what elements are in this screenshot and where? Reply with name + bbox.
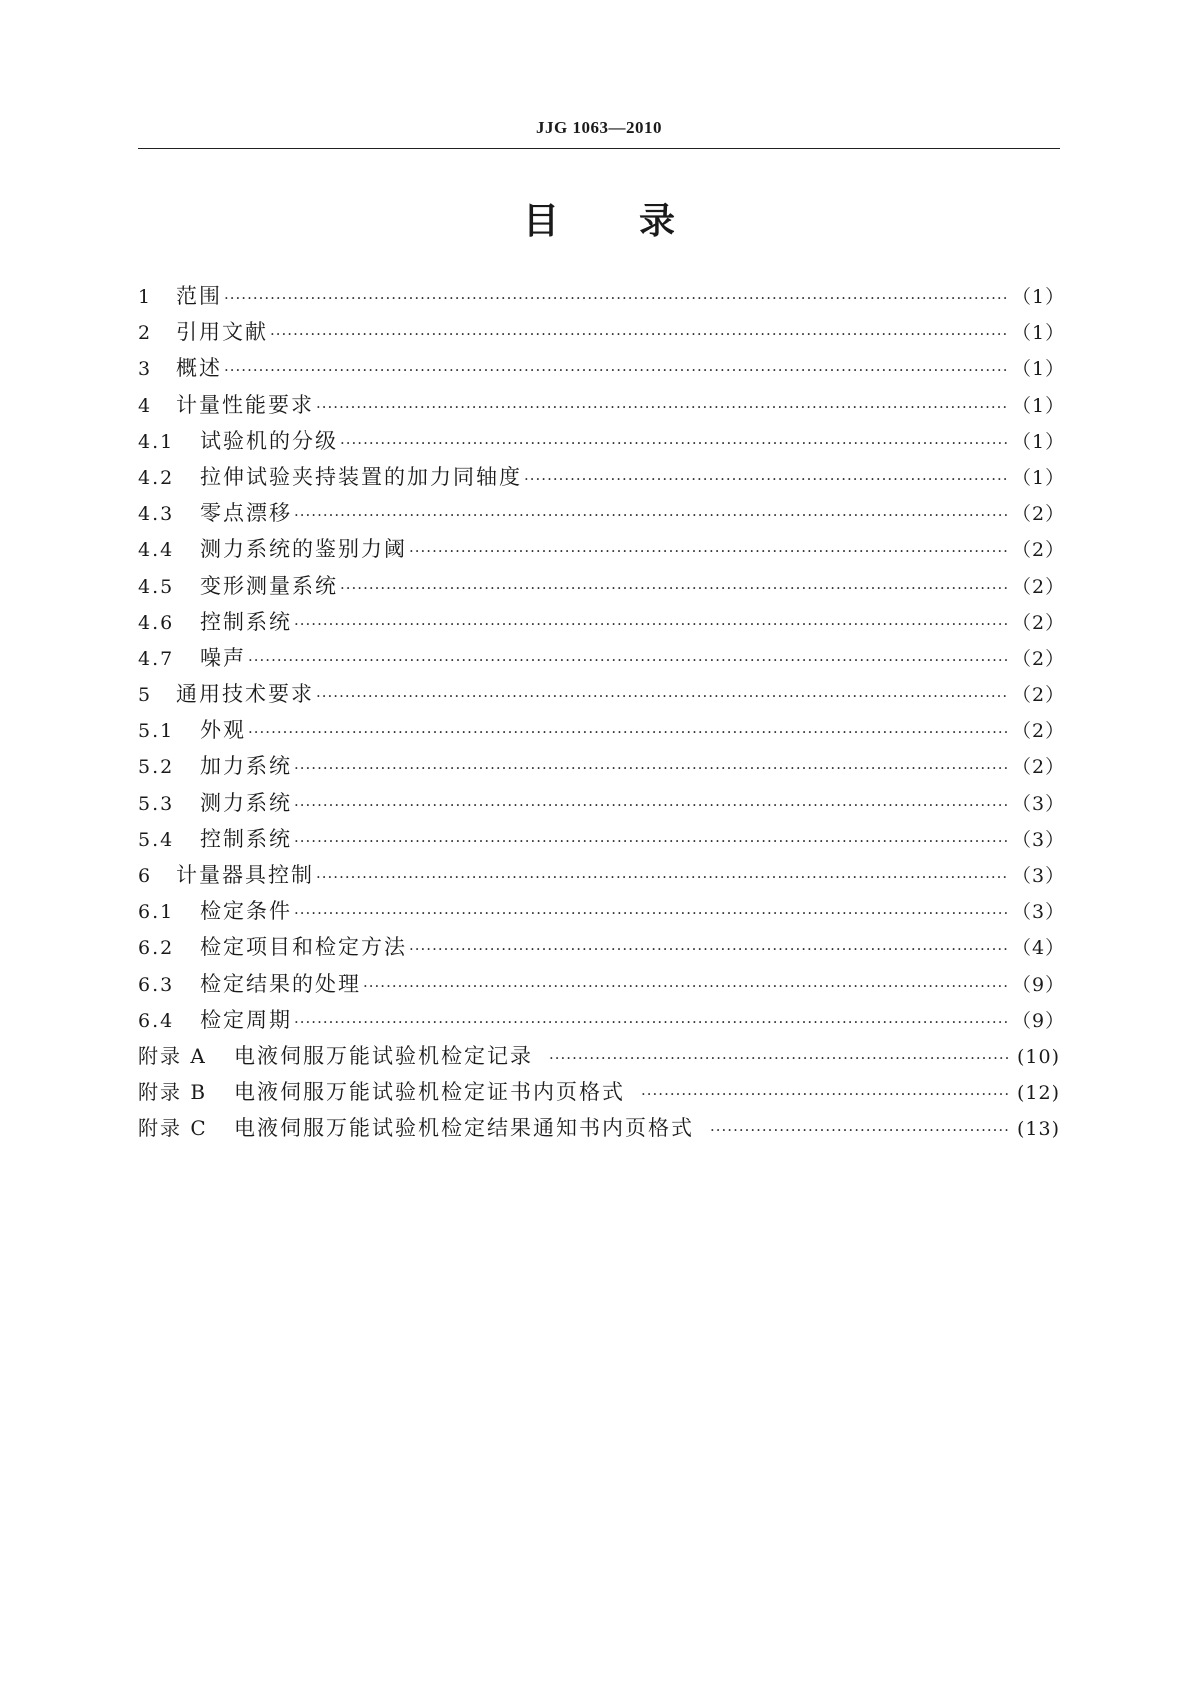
toc-entry-page: （3） [1012, 792, 1066, 815]
toc-entry-number: 6.2 [138, 937, 175, 960]
toc-entry-title: 控制系统 [200, 826, 292, 851]
toc-entry-title: 变形测量系统 [200, 573, 338, 598]
toc-entry-title: 计量器具控制 [176, 863, 314, 887]
document-code-header: JJG 1063—2010 [536, 118, 662, 137]
toc-entry-title: 检定条件 [200, 899, 292, 924]
toc-entry-appendix[interactable] [138, 1038, 1060, 1074]
toc-entry-title: 电液伺服万能试验机检定记录 [234, 1043, 533, 1068]
toc-entry[interactable] [138, 604, 1066, 640]
toc-entry-title: 电液伺服万能试验机检定证书内页格式 [234, 1080, 625, 1105]
toc-entry-title: 计量性能要求 [176, 392, 314, 417]
toc-leader-dots [316, 859, 1008, 895]
toc-entry-page: （2） [1012, 720, 1066, 743]
toc-leader-dots [224, 280, 1008, 316]
toc-entry-page: （3） [1012, 865, 1066, 887]
toc-entry-title: 零点漂移 [200, 501, 292, 526]
toc-entry-page: （1） [1012, 430, 1066, 453]
toc-entry-page: （2） [1012, 575, 1066, 598]
toc-leader-dots [340, 425, 1008, 461]
toc-entry-number: 5.2 [138, 756, 175, 779]
page-title: 目录 [522, 201, 755, 242]
toc-entry[interactable] [138, 785, 1066, 821]
toc-entry-page: （3） [1012, 828, 1066, 851]
toc-entry-number: 附录 C [138, 1116, 208, 1141]
toc-entry-number: 附录 A [138, 1043, 207, 1068]
toc-entry-number: 5 [138, 684, 153, 707]
toc-entry-title: 外观 [200, 718, 246, 743]
toc-leader-dots [294, 606, 1008, 642]
toc-entry-number: 4.1 [138, 430, 175, 453]
toc-entry[interactable] [138, 966, 1066, 1002]
toc-entry-title: 控制系统 [200, 609, 292, 634]
toc-entry-number: 5.4 [138, 828, 175, 851]
toc-entry-page: （1） [1012, 322, 1066, 345]
toc-entry[interactable] [138, 676, 1066, 712]
toc-entry-page: (13) [1016, 1118, 1060, 1141]
toc-entry-number: 6.4 [138, 1009, 175, 1032]
header-divider [138, 148, 1060, 149]
toc-entry-page: （2） [1012, 539, 1066, 562]
toc-leader-dots [549, 1040, 1008, 1076]
toc-entry[interactable] [138, 387, 1066, 423]
toc-entry-title: 检定周期 [200, 1007, 292, 1032]
toc-entry-page: （4） [1012, 937, 1066, 960]
toc-entry-page: (12) [1016, 1082, 1060, 1105]
toc-leader-dots [294, 1004, 1008, 1040]
toc-entry-title: 电液伺服万能试验机检定结果通知书内页格式 [234, 1116, 694, 1141]
toc-entry[interactable] [138, 929, 1066, 965]
toc-entry-page: (10) [1016, 1045, 1060, 1068]
toc-entry-page: （2） [1012, 756, 1066, 779]
toc-entry-page: （1） [1012, 394, 1066, 417]
toc-entry-number: 6.1 [138, 901, 175, 924]
toc-entry-number: 5.3 [138, 792, 175, 815]
toc-entry-number: 6.3 [138, 973, 175, 996]
toc-entry-page: （1） [1012, 466, 1066, 489]
toc-entry-page: （1） [1012, 286, 1066, 308]
toc-entry-page: （2） [1012, 684, 1066, 707]
toc-entry-page: （1） [1012, 358, 1066, 381]
toc-entry-title: 试验机的分级 [200, 428, 338, 453]
toc-leader-dots [270, 316, 1008, 352]
toc-entry-appendix[interactable] [138, 1074, 1060, 1110]
toc-leader-dots [294, 823, 1008, 859]
toc-entry-title: 检定结果的处理 [200, 971, 361, 996]
toc-entry-number: 6 [138, 865, 153, 887]
toc-entry-number: 2 [138, 322, 153, 345]
toc-entry-number: 4.6 [138, 611, 175, 634]
toc-entry[interactable] [138, 459, 1066, 495]
toc-entry-title: 测力系统的鉴别力阈 [200, 537, 407, 562]
toc-entry-number: 4.3 [138, 503, 175, 526]
toc-entry[interactable] [138, 423, 1066, 459]
toc-entry-title: 测力系统 [200, 790, 292, 815]
toc-entry-title: 概述 [176, 356, 222, 381]
toc-entry-number: 4.4 [138, 539, 175, 562]
toc-leader-dots [641, 1076, 1008, 1112]
toc-entry[interactable] [138, 314, 1066, 350]
toc-entry[interactable] [138, 857, 1066, 893]
toc-entry-page: （2） [1012, 647, 1066, 670]
toc-entry[interactable] [138, 278, 1066, 314]
toc-leader-dots [294, 497, 1008, 533]
toc-leader-dots [294, 750, 1008, 786]
toc-entry-number: 4.7 [138, 647, 175, 670]
toc-entry-number: 1 [138, 286, 153, 308]
toc-leader-dots [248, 714, 1008, 750]
toc-leader-dots [524, 461, 1008, 497]
toc-entry[interactable] [138, 350, 1066, 386]
toc-entry-page: （2） [1012, 503, 1066, 526]
toc-entry[interactable] [138, 712, 1066, 748]
toc-leader-dots [248, 642, 1008, 678]
toc-leader-dots [316, 389, 1008, 425]
toc-entry[interactable] [138, 893, 1066, 929]
toc-entry-page: （2） [1012, 611, 1066, 634]
toc-entry-title: 范围 [176, 284, 222, 308]
table-of-contents [138, 278, 1066, 1147]
toc-leader-dots [224, 352, 1008, 388]
toc-entry[interactable] [138, 531, 1066, 567]
toc-entry-number: 4 [138, 394, 153, 417]
toc-entry[interactable] [138, 821, 1066, 857]
toc-leader-dots [294, 895, 1008, 931]
toc-leader-dots [340, 570, 1008, 606]
toc-entry[interactable] [138, 1002, 1066, 1038]
toc-entry-page: （9） [1012, 1009, 1066, 1032]
toc-entry-title: 拉伸试验夹持装置的加力同轴度 [200, 464, 522, 489]
toc-entry-appendix[interactable] [138, 1110, 1060, 1146]
toc-leader-dots [710, 1112, 1008, 1148]
toc-entry-title: 检定项目和检定方法 [200, 935, 407, 960]
toc-leader-dots [363, 968, 1008, 1004]
toc-entry-number: 附录 B [138, 1080, 208, 1105]
toc-leader-dots [409, 931, 1008, 967]
toc-entry-number: 4.5 [138, 575, 175, 598]
toc-entry-number: 5.1 [138, 720, 175, 743]
toc-entry-title: 引用文献 [176, 320, 268, 345]
toc-leader-dots [294, 787, 1008, 823]
toc-entry-number: 3 [138, 358, 153, 381]
toc-entry-page: （9） [1012, 973, 1066, 996]
toc-entry-title: 加力系统 [200, 754, 292, 779]
toc-entry[interactable] [138, 748, 1066, 784]
toc-entry[interactable] [138, 640, 1066, 676]
toc-entry[interactable] [138, 568, 1066, 604]
toc-leader-dots [409, 533, 1008, 569]
toc-leader-dots [316, 678, 1008, 714]
toc-entry-page: （3） [1012, 901, 1066, 924]
toc-entry-title: 通用技术要求 [176, 682, 314, 707]
toc-entry[interactable] [138, 495, 1066, 531]
toc-entry-number: 4.2 [138, 466, 175, 489]
toc-entry-title: 噪声 [200, 645, 246, 670]
